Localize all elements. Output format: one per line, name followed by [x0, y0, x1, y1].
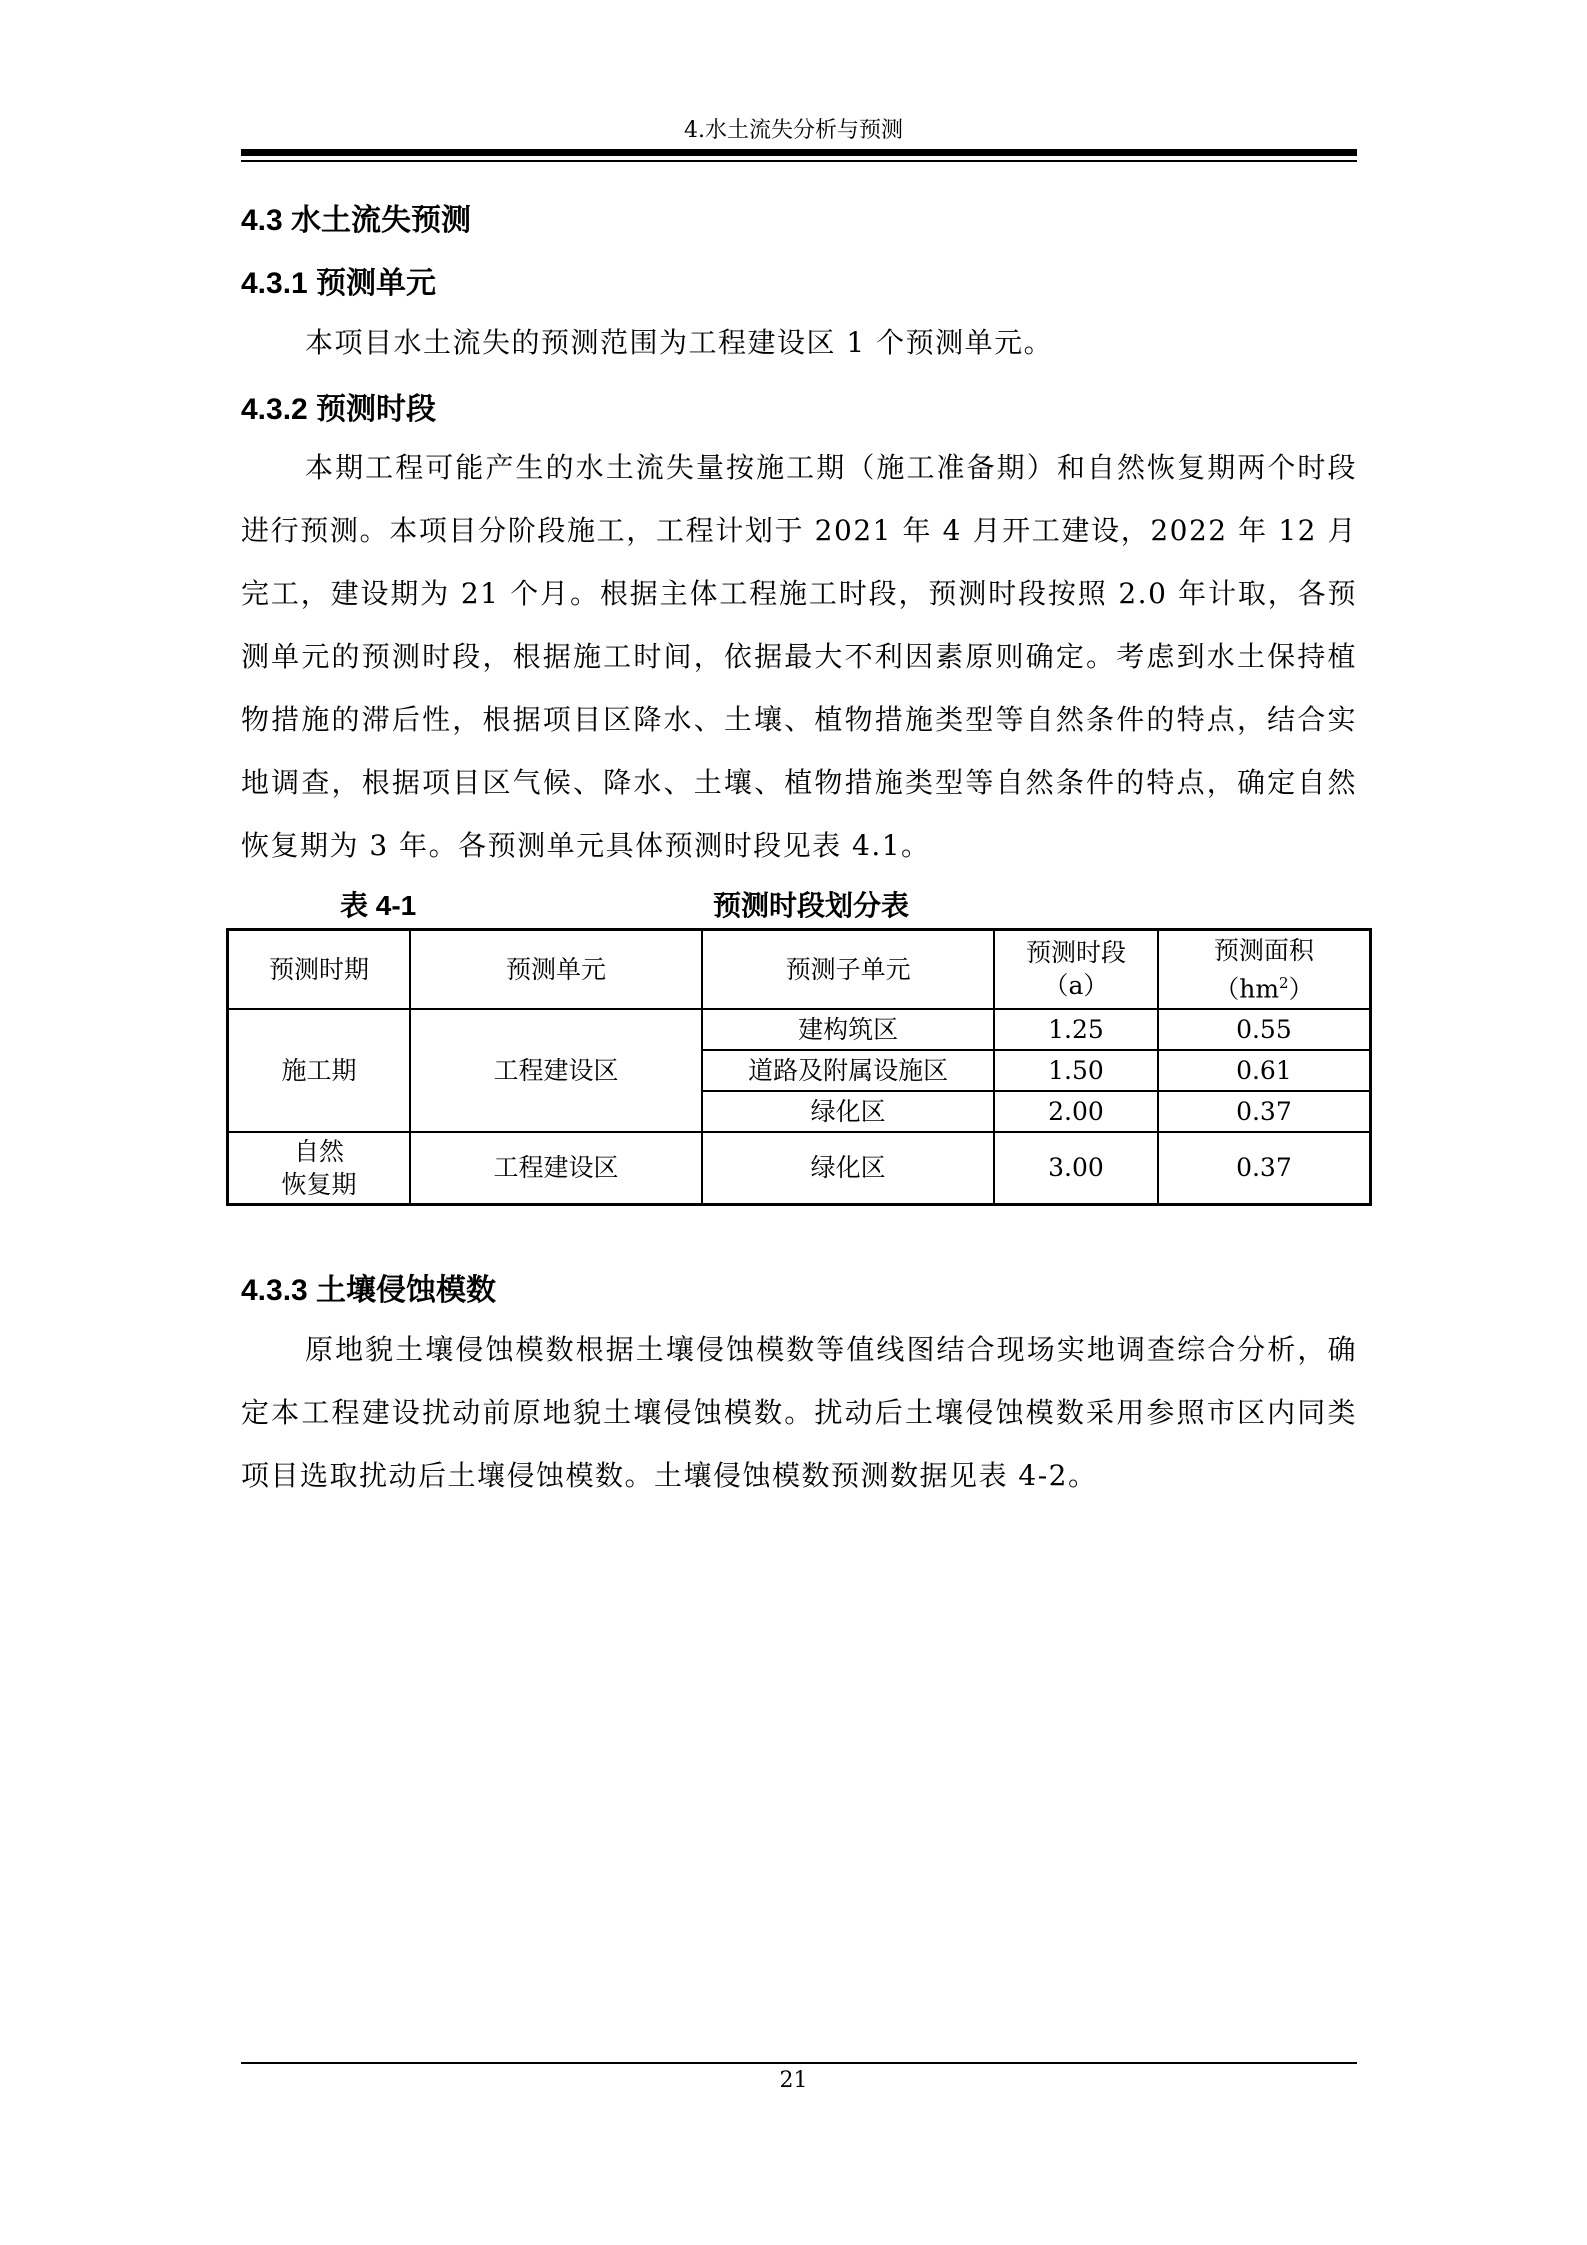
header-area-line2	[1159, 967, 1369, 1005]
recovery-period-line2: 恢复期	[281, 1169, 357, 1199]
duration-cell: 2.00	[994, 1091, 1158, 1132]
header-area-unit: （hm	[1214, 973, 1280, 1003]
header-area-line1: 预测面积	[1213, 935, 1314, 965]
running-header: 4.水土流失分析与预测	[684, 118, 903, 143]
section-heading-4-3: 4.3 水土流失预测	[241, 204, 472, 237]
subunit-cell: 建构筑区	[702, 1009, 994, 1050]
header-area	[1158, 930, 1371, 1009]
area-cell: 0.61	[1158, 1050, 1371, 1091]
table-row	[228, 1009, 1371, 1050]
header-area-exponent: 2	[1279, 973, 1289, 992]
area-cell: 0.37	[1158, 1091, 1371, 1132]
recovery-period-cell	[228, 1132, 410, 1205]
forecast-period-table	[226, 928, 1372, 1206]
table-header-row	[228, 930, 1371, 1009]
section-heading-4-3-3: 4.3.3 土壤侵蚀模数	[241, 1274, 497, 1307]
subunit-cell: 绿化区	[702, 1132, 994, 1205]
header-area-close: ）	[1288, 973, 1314, 1003]
header-rule-thin	[241, 160, 1357, 162]
area-cell: 0.55	[1158, 1009, 1371, 1050]
paragraph-4-3-2: 本期工程可能产生的水土流失量按施工期（施工准备期）和自然恢复期两个时段进行预测。本项目分阶段施工，工程计划于 2021 年 4 月开工建设，2022 年 12 月完工，建设期为 21 个月。根据主体工程施工时段，预测时段按照 2.0 年计取，各预测单元的预测时段，根据施工时间，依据最大不利因素原则确定。考虑到水土保持植物措施的滞后性，根据项目区降水、土壤、植物措施类型等自然条件的特点，结合实地调查，根据项目区气候、降水、土壤、植物措施类型等自然条件的特点，确定自然恢复期为 3 年。各预测单元具体预测时段见表 4.1。	[241, 451, 1357, 862]
recovery-unit-cell: 工程建设区	[410, 1132, 702, 1205]
header-duration-line2: （a）	[1043, 971, 1109, 1001]
header-rule-thick	[241, 149, 1357, 156]
header-subunit: 预测子单元	[702, 930, 994, 1009]
section-heading-4-3-1: 4.3.1 预测单元	[241, 267, 437, 300]
paragraph-4-3-1: 本项目水土流失的预测范围为工程建设区 1 个预测单元。	[305, 326, 1054, 359]
header-duration-line1: 预测时段	[1025, 938, 1126, 968]
area-cell: 0.37	[1158, 1132, 1371, 1205]
construction-period-cell: 施工期	[228, 1009, 410, 1132]
duration-cell: 1.50	[994, 1050, 1158, 1091]
header-period: 预测时期	[228, 930, 410, 1009]
footer-rule	[241, 2062, 1357, 2064]
header-duration	[994, 930, 1158, 1009]
recovery-period-line1: 自然	[293, 1136, 344, 1166]
section-heading-4-3-2: 4.3.2 预测时段	[241, 393, 437, 426]
duration-cell: 3.00	[994, 1132, 1158, 1205]
table-number: 表 4-1	[340, 890, 417, 921]
table-row	[228, 1132, 1371, 1205]
construction-unit-cell: 工程建设区	[410, 1009, 702, 1132]
subunit-cell: 道路及附属设施区	[702, 1050, 994, 1091]
subunit-cell: 绿化区	[702, 1091, 994, 1132]
table-title: 预测时段划分表	[713, 890, 910, 921]
duration-cell: 1.25	[994, 1009, 1158, 1050]
paragraph-4-3-3: 原地貌土壤侵蚀模数根据土壤侵蚀模数等值线图结合现场实地调查综合分析，确定本工程建设扰动前原地貌土壤侵蚀模数。扰动后土壤侵蚀模数采用参照市区内同类项目选取扰动后土壤侵蚀模数。土壤侵蚀模数预测数据见表 4-2。	[241, 1333, 1357, 1492]
header-unit: 预测单元	[410, 930, 702, 1009]
page-number: 21	[779, 2068, 808, 2093]
